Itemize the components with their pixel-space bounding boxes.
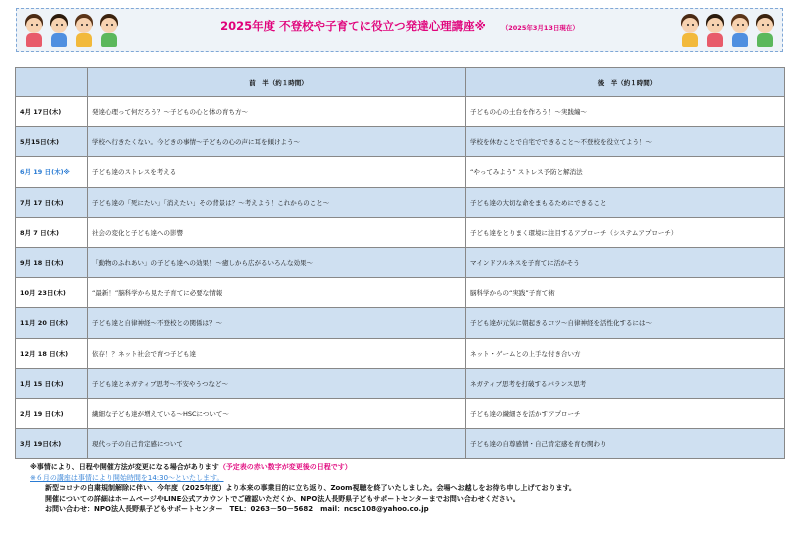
first-half-cell: 子ども達と自律神経～不登校との関係は？～ xyxy=(88,308,466,338)
children-illustration-right xyxy=(679,14,776,48)
second-half-cell: ネガティブ思考を打破するバランス思考 xyxy=(466,368,785,398)
note-text: ※事情により、日程や開催方法が変更になる場合があります xyxy=(30,463,219,471)
child-illustration xyxy=(704,14,726,48)
child-illustration xyxy=(729,14,751,48)
table-row xyxy=(16,338,785,368)
page-title xyxy=(17,18,782,34)
first-half-cell: 社会の変化と子ども達への影響 xyxy=(88,217,466,247)
first-half-cell: 発達心理って何だろう？～子どもの心と体の育ち方～ xyxy=(88,97,466,127)
table-row xyxy=(16,157,785,187)
date-cell: 6月 19 日(木)※ xyxy=(16,157,88,187)
header-first-half: 前 半（約１時間） xyxy=(88,68,466,97)
table-row xyxy=(16,368,785,398)
date-cell: 12月 18 日(木) xyxy=(16,338,88,368)
second-half-cell: 子どもの心の土台を作ろう！～実践編～ xyxy=(466,97,785,127)
second-half-cell: “やってみよう” ストレス予防と解消法 xyxy=(466,157,785,187)
second-half-cell: 子ども達の自尊感情・自己肯定感を育む関わり xyxy=(466,429,785,459)
title-text: 2025年度 不登校や子育てに役立つ発達心理講座※ xyxy=(220,19,486,33)
date-note: （2025年3月13日現在） xyxy=(501,24,579,32)
table-row xyxy=(16,278,785,308)
date-cell: 10月 23日(木) xyxy=(16,278,88,308)
note-schedule-change xyxy=(30,462,576,473)
date-cell: 2月 19 日(木) xyxy=(16,398,88,428)
first-half-cell: 依存！？ネット社会で育つ子ども達 xyxy=(88,338,466,368)
second-half-cell: 脳科学からの“実践”子育て術 xyxy=(466,278,785,308)
second-half-cell: 学校を休むことで自宅でできること～不登校を役立てよう！～ xyxy=(466,127,785,157)
second-half-cell: 子ども達をとりまく環境に注目するアプローチ（システムアプローチ） xyxy=(466,217,785,247)
header-banner xyxy=(16,8,783,52)
date-cell: 9月 18 日(木) xyxy=(16,247,88,277)
note-details: 開催についての詳細はホームページやLINE公式アカウントでご確認いただくか、NPO法人長野県子どもサポートセンターまでお問い合わせください。 xyxy=(45,494,520,503)
date-cell: 11月 20 日(木) xyxy=(16,308,88,338)
first-half-cell: 「動物のふれあい」の子ども達への効果！～癒しから広がるいろんな効果～ xyxy=(88,247,466,277)
note-red-text: （予定表の赤い数字が変更後の日程です） xyxy=(218,463,352,471)
table-row xyxy=(16,217,785,247)
second-half-cell: マインドフルネスを子育てに活かそう xyxy=(466,247,785,277)
table-row xyxy=(16,308,785,338)
table-row xyxy=(16,398,785,428)
second-half-cell: 子ども達の大切な命をまもるためにできること xyxy=(466,187,785,217)
first-half-cell: 子ども達のストレスを考える xyxy=(88,157,466,187)
second-half-cell: 子ども達の繊細さを活かすアプローチ xyxy=(466,398,785,428)
header-blank-cell xyxy=(16,68,88,97)
date-cell: 4月 17日(木) xyxy=(16,97,88,127)
first-half-cell: “最新！”脳科学から見た子育てに必要な情報 xyxy=(88,278,466,308)
date-cell: 5月15日(木) xyxy=(16,127,88,157)
first-half-cell: 繊細な子ども達が増えている～HSCについて～ xyxy=(88,398,466,428)
first-half-cell: 現代っ子の自己肯定感について xyxy=(88,429,466,459)
date-cell: 3月 19日(木) xyxy=(16,429,88,459)
table-row xyxy=(16,247,785,277)
second-half-cell: ネット・ゲームとの上手な付き合い方 xyxy=(466,338,785,368)
first-half-cell: 学校へ行きたくない。今どきの事情～子どもの心の声に耳を傾けよう～ xyxy=(88,127,466,157)
child-illustration xyxy=(679,14,701,48)
table-row xyxy=(16,187,785,217)
second-half-cell: 子ども達が元気に朝起きるコツ～自律神経を活性化するには～ xyxy=(466,308,785,338)
header-second-half: 後 半（約１時間） xyxy=(466,68,785,97)
date-cell: 8月 7 日(木) xyxy=(16,217,88,247)
note-june-time: ※６月の講座は事情により開始時間を14:30～といたします。 xyxy=(30,473,224,482)
table-row xyxy=(16,97,785,127)
table-row xyxy=(16,429,785,459)
notes-section xyxy=(30,462,576,515)
note-contact: お問い合わせ：NPO法人長野県子どもサポートセンター TEL：0263－50－5682 mail：ncsc108@yahoo.co.jp xyxy=(45,505,429,513)
first-half-cell: 子ども達の「死にたい」「消えたい」その背景は？～考えよう！これからのこと～ xyxy=(88,187,466,217)
date-cell: 1月 15 日(木) xyxy=(16,368,88,398)
table-header-row xyxy=(16,68,785,97)
table-row xyxy=(16,127,785,157)
note-zoom: 新型コロナの自粛規制解除に伴い、今年度（2025年度）より本来の事業目的に立ち返り、Zoom視聴を終了いたしました。会場へお越しをお待ち申し上げております。 xyxy=(45,484,576,492)
first-half-cell: 子ども達とネガティブ思考～不安やうつなど～ xyxy=(88,368,466,398)
schedule-table xyxy=(15,67,785,459)
child-illustration xyxy=(754,14,776,48)
date-cell: 7月 17 日(木) xyxy=(16,187,88,217)
